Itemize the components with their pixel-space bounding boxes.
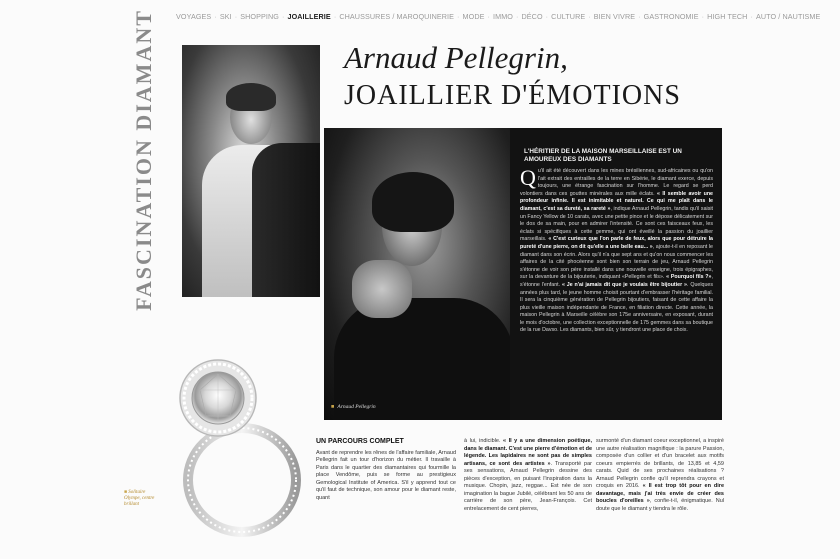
nav-separator: ·: [701, 12, 705, 21]
nav-separator: ·: [588, 12, 591, 21]
headline-name: Arnaud Pellegrin,: [344, 40, 568, 75]
nav-separator: ·: [234, 12, 238, 21]
nav-separator: ·: [638, 12, 641, 21]
nav-separator: ·: [750, 12, 753, 21]
article-column-1: UN PARCOURS COMPLET Avant de reprendre les rênes de l'affaire familiale, Arnaud Pellegrin fait un tour d'horizon du métier. Il travaille à Paris dans le quartier des diamantaires qui fourmille la place Vendôme, puis se forme au prestigieux Gemological Institute of America. S'il y apprend tout ce qu'il faut de technique, son amour pour le diamant reste, quant: [316, 438, 456, 501]
nav-item[interactable]: IMMO: [493, 12, 513, 21]
column-subhead: UN PARCOURS COMPLET: [316, 438, 404, 445]
nav-separator: ·: [214, 12, 217, 21]
drop-cap: Q: [520, 165, 536, 190]
portrait-photo-diamond: [324, 128, 510, 420]
side-title: [118, 8, 170, 311]
feature-kicker: L'HÉRITIER DE LA MAISON MARSEILLAISE EST UN AMOUREUX DES DIAMANTS: [524, 148, 682, 163]
nav-item[interactable]: SHOPPING: [240, 12, 279, 21]
article-column-3: surmonté d'un diamant coeur exceptionnel, a inspiré une autre réalisation magnifique : la parure Passion, composée d'un collier et d'un bracelet aux motifs coeurs empierrés de brillants, de 13,85 et 4,59 carats. Quid de ses prochaines réalisations ? Arnaud Pellegrin confie qu'il reprendra crayons et croquis en 2016. « Il est trop tôt pour en dire davantage, mais j'ai très envie de créer des boucles d'oreilles », confie-t-il, énigmatique. Nul doute que le diamant y tiendra le rôle.: [596, 438, 725, 512]
nav-item[interactable]: SKI: [219, 12, 232, 21]
caption-marker-icon: ■: [331, 404, 335, 410]
caption-marker-icon: ■: [124, 490, 128, 495]
side-title-text: FASCINATION DIAMANT: [131, 8, 156, 311]
nav-separator: ·: [515, 12, 519, 21]
nav-item[interactable]: DÉCO: [521, 12, 543, 21]
feature-body: Qu'il ait été découvert dans les mines brésiliennes, sud-africaines ou qu'on l'ait extrait des entrailles de la terre en Sibérie, le diamant exerce, depuis toujours, une étrange fascination sur l'homme. Le regard se perd volontiers dans ces gouttes minérales aux mille éclats. « Il semble avoir une profondeur infinie. Il est inimitable et naturel. Ce qui me plaît dans le diamant, c'est sa dureté, sa rareté », indique Arnaud Pellegrin, tandis qu'il saisit un Fancy Yellow de 10 carats, avec une petite pince et le dépose délicatement sur le dos de sa main, pour en admirer l'intensité. Ce sont ces faisceaux feux, les éclats si spécifiques à cette gemme, qui ont éveillé la passion du joaillier marseillais. « C'est curieux que l'on parle de feux, alors que pour détruire la pureté d'une pierre, on dit qu'elle a une belle eau... », ajoute-t-il en reposant le diamant dans son écrin. Alors qu'il n'a que sept ans et qu'on nous commencer les affaires de la cité phocéenne sont bien son terrain de jeu, Arnaud Pellegrin s'étonne de voir son père installé dans une nouvelle enseigne, trois épigraphes, sur la devanture de la bijouterie, indiquant «Pellegrin et fils». « Pourquoi fils ?», s'étonne l'enfant. « Je n'ai jamais dit que je voulais être bijoutier ». Quelques années plus tard, le jeune homme choisit pourtant d'embrasser l'héritage familial. Il sera la cinquième génération de Pellegrin bijoutiers, faisant de cette affaire la plus vieille maison indépendante de France, en filiation directe. Cette année, la maison Pellegrin à Marseille célèbre son 175e anniversaire, en exposant, durant le mois d'octobre, une collection exceptionnelle de 175 gemmes dans sa boutique de la rue Davso. Les diamants, bien sûr, y tiendront une place de choix.: [520, 165, 713, 334]
portrait-photo-standing: [182, 45, 320, 297]
ring-caption: ■ Solitaire Olympe, centre brillant: [124, 490, 155, 507]
nav-item[interactable]: JOAILLERIE: [287, 12, 331, 21]
nav-item[interactable]: CULTURE: [551, 12, 586, 21]
section-nav: [176, 12, 821, 21]
nav-item[interactable]: CHAUSSURES / MAROQUINERIE: [339, 12, 455, 21]
nav-item[interactable]: GASTRONOMIE: [643, 12, 699, 21]
headline-subtitle: JOAILLIER D'ÉMOTIONS: [344, 80, 681, 111]
nav-separator: ·: [457, 12, 460, 21]
article-column-2: à lui, indicible. « Il y a une dimension poétique, dans le diamant. C'est une pierre d'émotion et de légende. Les lapidaires ne sont pas de simples artisans, ce sont des artistes ». Transporté par ses sensations, Arnaud Pellegrin dessine des pièces d'exception, en puisant l'inspiration dans la musique. Chopin, jazz, reggae... Est née de son imagination la bague Jubilé, célébrant les 50 ans de carrière de son père, Jean-François. Cet entrelacement de cent pierres,: [464, 438, 592, 512]
nav-item[interactable]: BIEN VIVRE: [593, 12, 636, 21]
nav-item[interactable]: MODE: [462, 12, 485, 21]
nav-separator: ·: [281, 12, 285, 21]
diamond-ring-image: [160, 330, 310, 540]
nav-separator: ·: [545, 12, 549, 21]
nav-item[interactable]: AUTO / NAUTISME: [755, 12, 821, 21]
nav-separator: ·: [333, 12, 337, 21]
nav-item[interactable]: VOYAGES: [176, 12, 212, 21]
nav-item[interactable]: HIGH TECH: [707, 12, 748, 21]
nav-separator: ·: [487, 12, 491, 21]
photo-caption: ■ Arnaud Pellegrin: [331, 404, 376, 410]
